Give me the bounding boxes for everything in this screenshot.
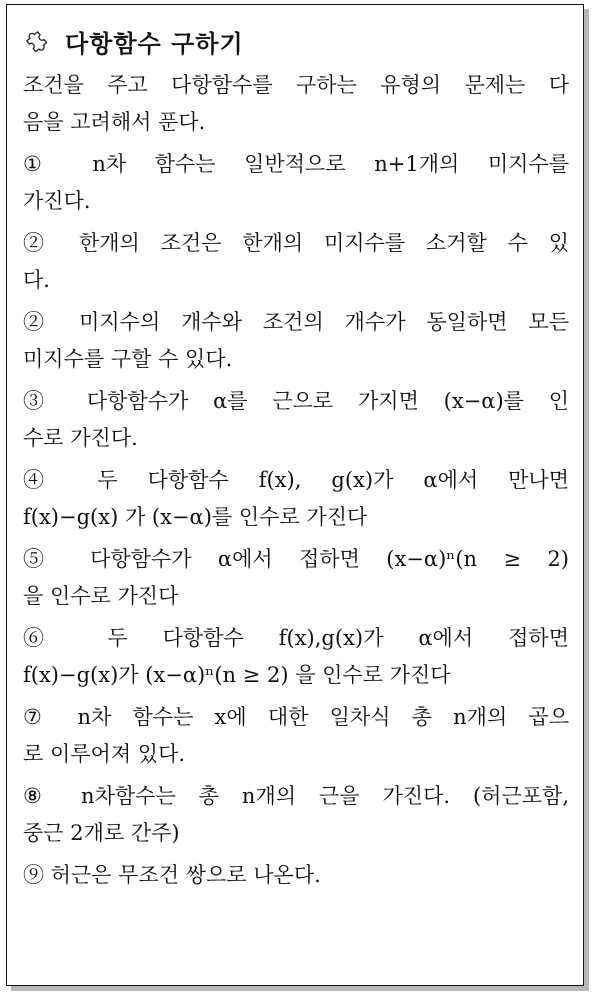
- rule-line: ② 미지수의 개수와 조건의 개수가 동일하면 모든: [23, 310, 569, 334]
- rule-line: ⑦ n차 함수는 x에 대한 일차식 총 n개의 곱으: [23, 705, 569, 729]
- rule-line: 을 인수로 가진다: [23, 584, 179, 608]
- intro-line: 음을 고려해서 푼다.: [23, 110, 206, 134]
- rule-item-6: [23, 541, 569, 615]
- section-heading: [21, 23, 244, 59]
- rule-item-2: [23, 225, 569, 299]
- rule-line: 로 이루어져 있다.: [23, 742, 186, 766]
- rule-line: f(x)−g(x) 가 (x−α)를 인수로 가진다: [23, 505, 368, 529]
- rule-line: ① n차 함수는 일반적으로 n+1개의 미지수를: [23, 152, 569, 176]
- rule-line: 가진다.: [23, 189, 91, 213]
- rules-body: [23, 67, 569, 894]
- rule-line: f(x)−g(x)가 (x−α)ⁿ(n ≥ 2) 을 인수로 가진다: [23, 663, 451, 687]
- rule-line: ⑧ n차함수는 총 n개의 근을 가진다. (허근포함,: [23, 784, 569, 808]
- rule-item-8: [23, 699, 569, 773]
- rule-line: 중근 2개로 간주): [23, 821, 180, 845]
- section-title: 다항함수 구하기: [65, 29, 244, 58]
- rule-line: ③ 다항함수가 α를 근으로 가지면 (x−α)를 인: [23, 389, 569, 413]
- rule-item-10: [23, 857, 569, 894]
- rule-item-4: [23, 383, 569, 457]
- rule-line: 다.: [23, 268, 50, 292]
- rule-item-7: [23, 620, 569, 694]
- rule-line: ⑨ 허근은 무조건 쌍으로 나온다.: [23, 863, 321, 887]
- rule-line: ⑤ 다항함수가 α에서 접하면 (x−α)ⁿ(n ≥ 2): [23, 547, 569, 571]
- intro-paragraph: [23, 67, 569, 141]
- rule-line: ⑥ 두 다항함수 f(x),g(x)가 α에서 접하면: [23, 626, 569, 650]
- rule-item-9: [23, 778, 569, 852]
- puzzle-icon: [21, 26, 51, 56]
- rule-item-3: [23, 304, 569, 378]
- intro-line: 조건을 주고 다항함수를 구하는 유형의 문제는 다: [23, 73, 569, 97]
- rule-line: 미지수를 구할 수 있다.: [23, 347, 233, 371]
- rule-item-5: [23, 462, 569, 536]
- rule-item-1: [23, 146, 569, 220]
- rule-line: ② 한개의 조건은 한개의 미지수를 소거할 수 있: [23, 231, 569, 255]
- rule-line: ④ 두 다항함수 f(x), g(x)가 α에서 만나면: [23, 468, 569, 492]
- rule-line: 수로 가진다.: [23, 426, 138, 450]
- content-box: [6, 4, 584, 986]
